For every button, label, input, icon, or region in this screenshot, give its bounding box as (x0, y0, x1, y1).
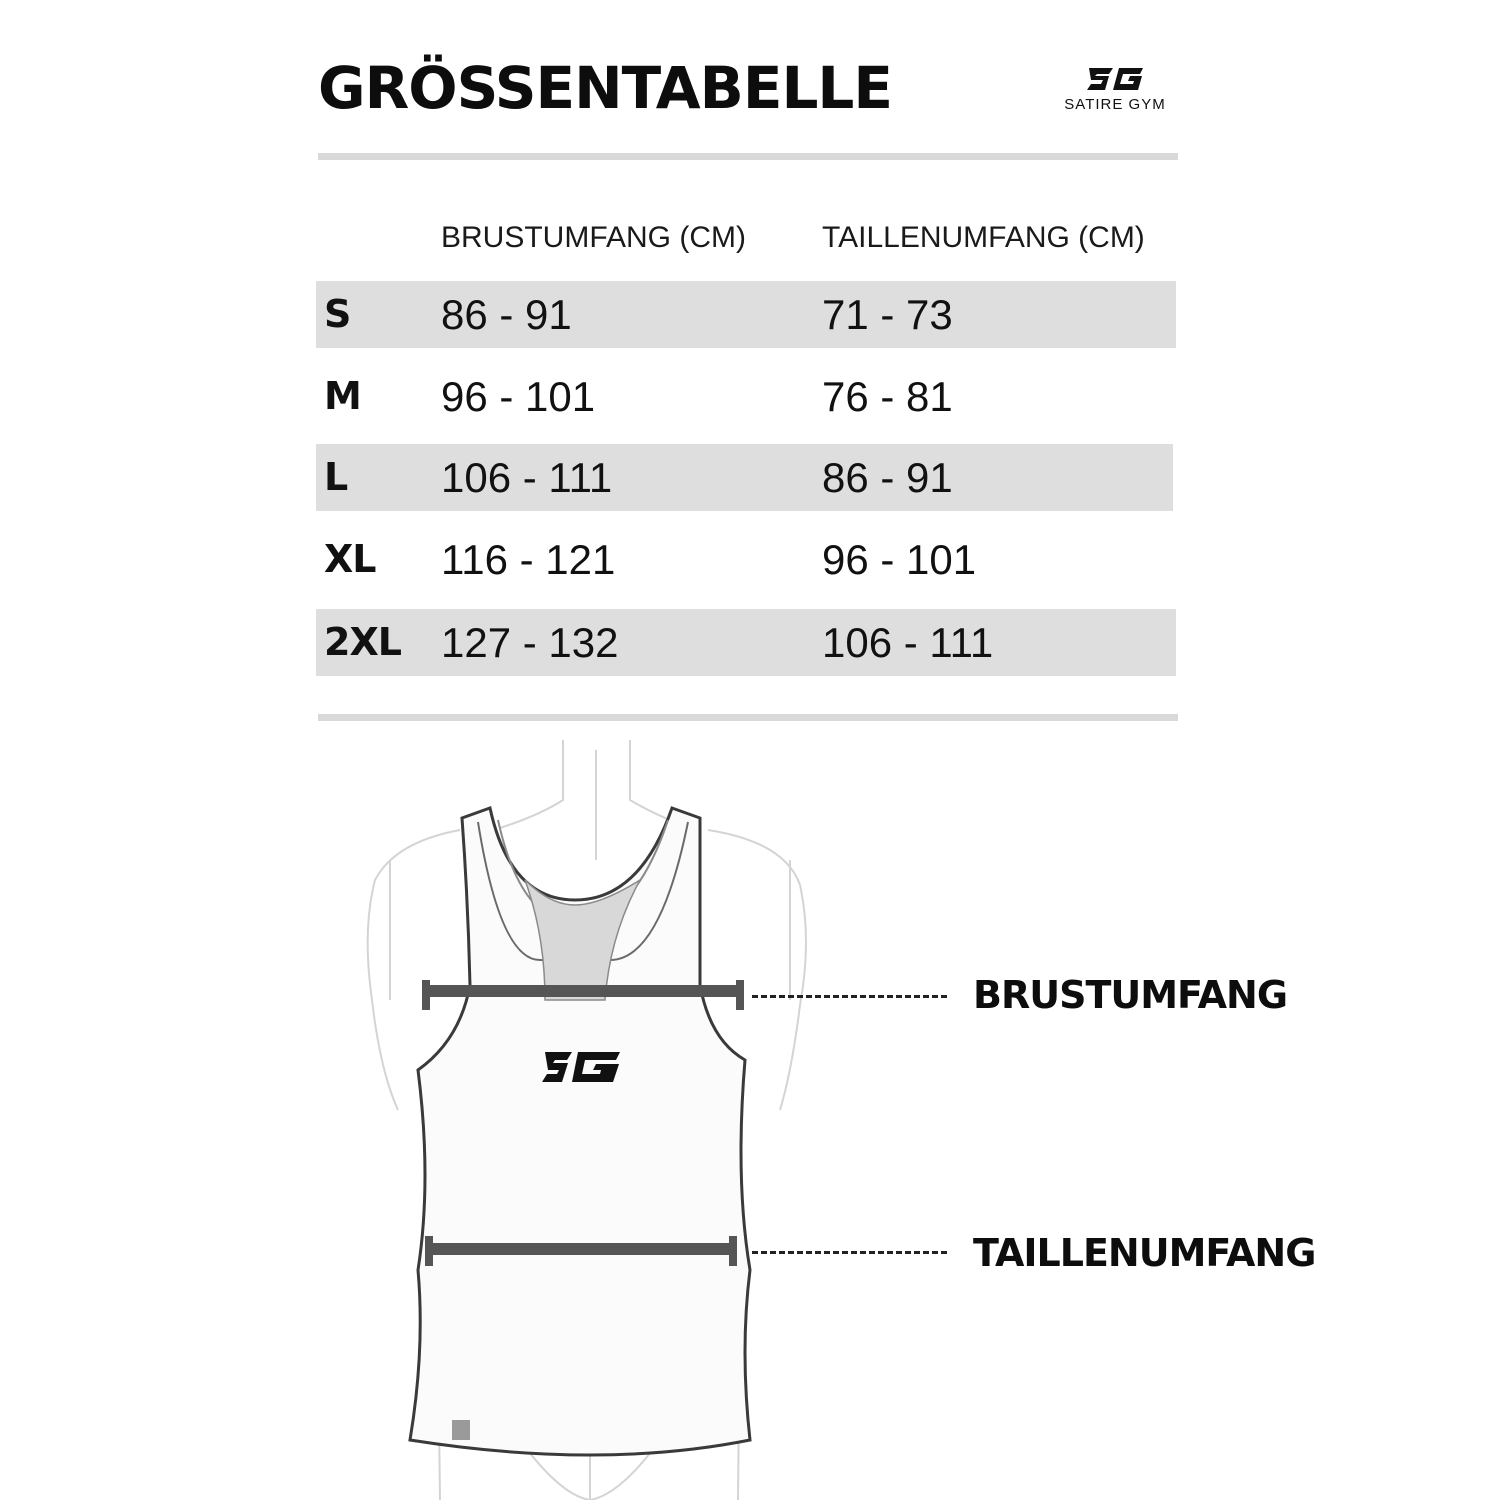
size-label: S (324, 292, 351, 336)
chest-leader-line (752, 995, 947, 998)
size-label: 2XL (324, 620, 401, 664)
table-row (316, 281, 1176, 348)
table-row (316, 526, 1176, 593)
divider-bottom (318, 714, 1178, 721)
chest-value: 106 - 111 (441, 454, 613, 501)
column-header-waist: TAILLENUMFANG (CM) (822, 221, 1145, 254)
tank-top (410, 808, 750, 1455)
brand-name: SATIRE GYM (1064, 96, 1166, 113)
waist-value: 106 - 111 (822, 619, 994, 666)
size-label: XL (324, 537, 376, 581)
shirt-sg-logo-icon (542, 1052, 620, 1082)
table-row (316, 363, 1176, 430)
chest-value: 116 - 121 (441, 536, 616, 583)
waist-leader-line (752, 1251, 947, 1254)
size-label: L (324, 455, 348, 499)
column-header-chest: BRUSTUMFANG (CM) (441, 221, 746, 254)
chest-measure-label: BRUSTUMFANG (973, 973, 1288, 1017)
divider-top (318, 153, 1178, 160)
tank-top-figure (330, 730, 850, 1500)
sg-logo-icon (1085, 64, 1145, 94)
chest-value: 96 - 101 (441, 373, 596, 420)
brand-logo (1045, 64, 1185, 114)
waist-measure-label: TAILLENUMFANG (973, 1231, 1316, 1275)
waist-value: 71 - 73 (822, 291, 953, 338)
waist-value: 96 - 101 (822, 536, 977, 583)
page-title: GRÖSSENTABELLE (318, 54, 892, 122)
waist-value: 76 - 81 (822, 373, 953, 420)
chest-value: 86 - 91 (441, 291, 572, 338)
waist-value: 86 - 91 (822, 454, 953, 501)
table-row (316, 609, 1176, 676)
chest-value: 127 - 132 (441, 619, 619, 666)
table-row (316, 444, 1173, 511)
size-label: M (324, 374, 361, 418)
